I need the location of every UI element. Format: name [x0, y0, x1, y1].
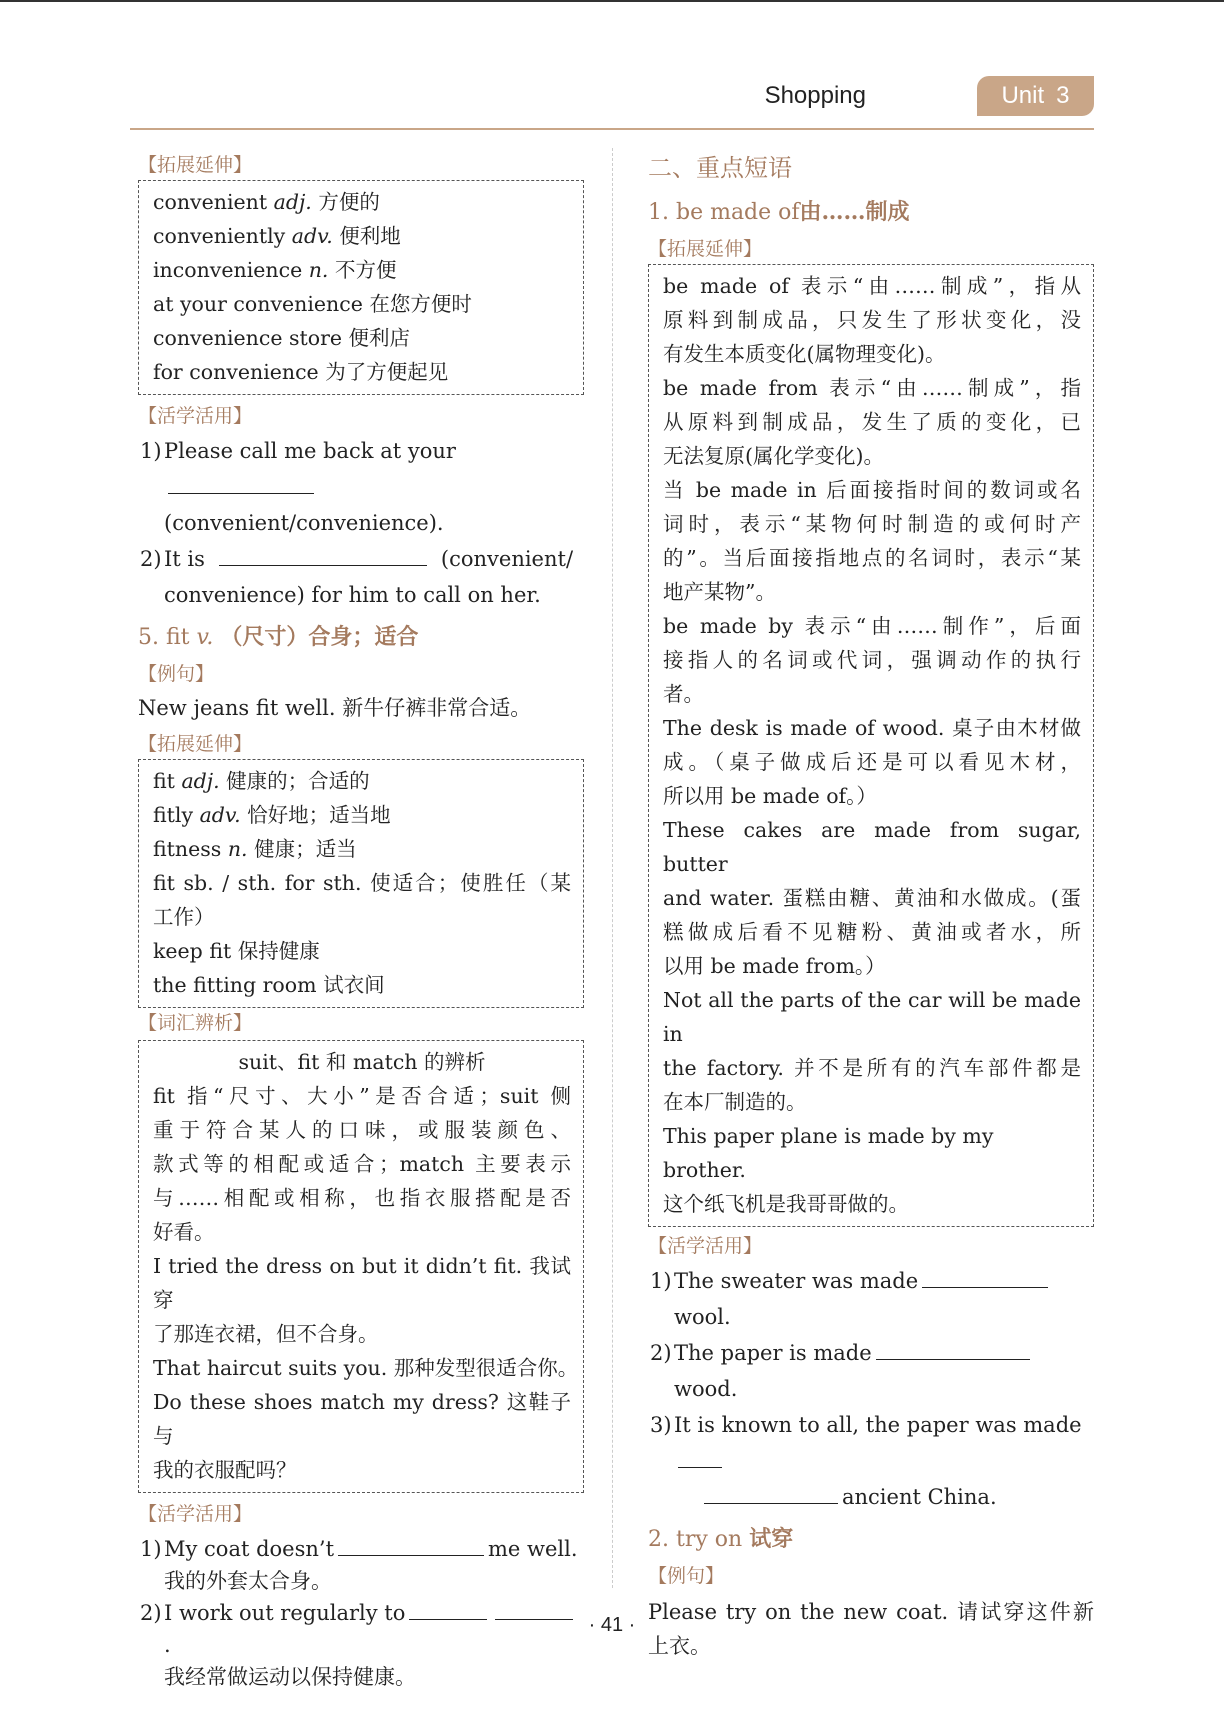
answer-blank[interactable]	[168, 471, 314, 494]
example-sentence: Please try on the new coat. 请试穿这件新 上衣。	[648, 1600, 1094, 1658]
practice-item: 1) The sweater was madewool.	[648, 1263, 1094, 1335]
extension-line: and water. 蛋糕由糖、黄油和水做成。(蛋	[663, 886, 1081, 910]
extension-line: the factory. 并不是所有的汽车部件都是	[663, 1056, 1081, 1080]
example-sentence: New jeans fit well. 新牛仔裤非常合适。	[138, 696, 532, 720]
extension-line: be made from 表示“由……制成”，指	[663, 376, 1081, 400]
extension-line: The desk is made of wood. 桌子由木材做	[663, 716, 1081, 740]
practice-list	[648, 1263, 1094, 1515]
vocab-heading-fit: 5. fit v. （尺寸）合身；适合	[138, 624, 419, 650]
extension-line: at your convenience 在您方便时	[153, 292, 472, 316]
vocab-compare-line: 好看。	[153, 1220, 215, 1244]
top-border	[0, 0, 1224, 2]
answer-blank[interactable]	[922, 1265, 1048, 1288]
practice-label: 【活学活用】	[648, 1235, 763, 1257]
extension-line: This paper plane is made by my brother.	[663, 1124, 994, 1182]
extension-line: inconvenience n. 不方便	[153, 258, 397, 282]
extension-line: conveniently adv. 便利地	[153, 224, 401, 248]
extension-line: 工作）	[153, 905, 215, 929]
example-label: 【例句】	[648, 1565, 725, 1587]
extension-line: 词时，表示“某物何时制造的或何时产	[663, 512, 1081, 536]
answer-blank[interactable]	[219, 543, 427, 566]
chapter-title: Shopping	[764, 82, 866, 109]
extension-line: 成。（桌子做成后还是可以看见木材，	[663, 750, 1081, 774]
vocab-example-line: That haircut suits you. 那种发型很适合你。	[153, 1356, 579, 1380]
extension-box-fit	[138, 759, 584, 1008]
phrase-heading-be-made-of: 1. be made of由……制成	[648, 199, 910, 225]
column-divider	[612, 148, 613, 1588]
right-column	[648, 150, 1094, 1663]
extension-line: be made by 表示“由……制作”，后面	[663, 614, 1081, 638]
extension-line: convenience store 便利店	[153, 326, 411, 350]
extension-line: 无法复原(属化学变化)。	[663, 444, 884, 468]
extension-line: 有发生本质变化(属物理变化)。	[663, 342, 946, 366]
extension-line: fit adj. 健康的；合适的	[153, 769, 370, 793]
extension-line: fit sb. / sth. for sth. 使适合；使胜任（某	[153, 871, 571, 895]
vocab-compare-label: 【词汇辨析】	[138, 1012, 253, 1034]
practice-label: 【活学活用】	[138, 1503, 253, 1525]
practice-item: 1) Please call me back at your (convenient/convenience).	[140, 439, 456, 535]
unit-number: 3	[1056, 82, 1070, 109]
unit-label: Unit	[1001, 82, 1045, 109]
answer-blank[interactable]	[876, 1337, 1030, 1360]
extension-line: 从原料到制成品，发生了质的变化，已	[663, 410, 1081, 434]
extension-label: 【拓展延伸】	[648, 238, 763, 260]
vocab-compare-title: suit、fit 和 match 的辨析	[238, 1050, 486, 1074]
extension-line: Not all the parts of the car will be made in	[663, 988, 1081, 1046]
extension-line: 这个纸飞机是我哥哥做的。	[663, 1192, 909, 1216]
practice-item: 2) The paper is madewood.	[648, 1335, 1094, 1407]
extension-line: 地产某物”。	[663, 580, 776, 604]
extension-label: 【拓展延伸】	[138, 154, 253, 176]
extension-label: 【拓展延伸】	[138, 733, 253, 755]
practice-item: 2) It is (convenient/ convenience) for him to call on her.	[138, 541, 584, 613]
extension-line: fitly adv. 恰好地；适当地	[153, 803, 391, 827]
extension-line: 在本厂制造的。	[663, 1090, 807, 1114]
vocab-compare-line: 与……相配或相称，也指衣服搭配是否	[153, 1186, 571, 1210]
answer-blank[interactable]	[704, 1481, 838, 1504]
extension-line: 者。	[663, 682, 704, 706]
extension-box-convenient	[138, 180, 584, 395]
phrase-heading-try-on: 2. try on 试穿	[648, 1526, 794, 1552]
left-column	[138, 150, 584, 1693]
vocab-example-line: 我的衣服配吗？	[153, 1458, 297, 1482]
extension-line: be made of 表示“由……制成”，指从	[663, 274, 1081, 298]
extension-line: 原料到制成品，只发生了形状变化，没	[663, 308, 1081, 332]
extension-line: 所以用 be made of。）	[663, 784, 877, 808]
extension-line: keep fit 保持健康	[153, 939, 320, 963]
practice-item: 2) I work out regularly to. 我经常做运动以保持健康。	[138, 1597, 584, 1693]
answer-blank[interactable]	[338, 1533, 484, 1556]
header-rule	[130, 128, 1094, 130]
practice-list	[138, 433, 584, 613]
example-label: 【例句】	[138, 663, 215, 685]
practice-label: 【活学活用】	[138, 405, 253, 427]
extension-line: for convenience 为了方便起见	[153, 360, 449, 384]
extension-line: the fitting room 试衣间	[153, 973, 385, 997]
page-number: · 41 ·	[588, 1614, 636, 1636]
practice-item: 1) My coat doesn’t me well. 我的外套太合身。	[138, 1533, 584, 1597]
section-title: 二、重点短语	[648, 154, 792, 182]
extension-line: 接指人的名词或代词，强调动作的执行	[663, 648, 1081, 672]
vocab-example-line: Do these shoes match my dress? 这鞋子与	[153, 1390, 571, 1448]
vocab-compare-line: 重于符合某人的口味，或服装颜色、	[153, 1118, 571, 1142]
extension-line: 当 be made in 后面接指时间的数词或名	[663, 478, 1081, 502]
extension-line: convenient adj. 方便的	[153, 190, 380, 214]
extension-line: fitness n. 健康；适当	[153, 837, 357, 861]
extension-box-be-made	[648, 264, 1094, 1227]
vocab-compare-box	[138, 1040, 584, 1493]
extension-line: 糕做成后看不见糖粉、黄油或者水，所	[663, 920, 1081, 944]
extension-line: These cakes are made from sugar, butter	[663, 818, 1081, 876]
answer-blank[interactable]	[678, 1445, 722, 1468]
unit-badge	[977, 76, 1094, 116]
vocab-example-line: I tried the dress on but it didn’t fit. 我试穿	[153, 1254, 571, 1312]
extension-line: 以用 be made from。）	[663, 954, 886, 978]
vocab-compare-line: fit 指“尺寸、大小”是否合适；suit 侧	[153, 1084, 571, 1108]
extension-line: 的”。当后面接指地点的名词时，表示“某	[663, 546, 1081, 570]
vocab-compare-line: 款式等的相配或适合；match 主要表示	[153, 1152, 571, 1176]
practice-item: 3) It is known to all, the paper was made ancient China.	[650, 1413, 1082, 1509]
vocab-example-line: 了那连衣裙，但不合身。	[153, 1322, 379, 1346]
practice-list	[138, 1533, 584, 1693]
